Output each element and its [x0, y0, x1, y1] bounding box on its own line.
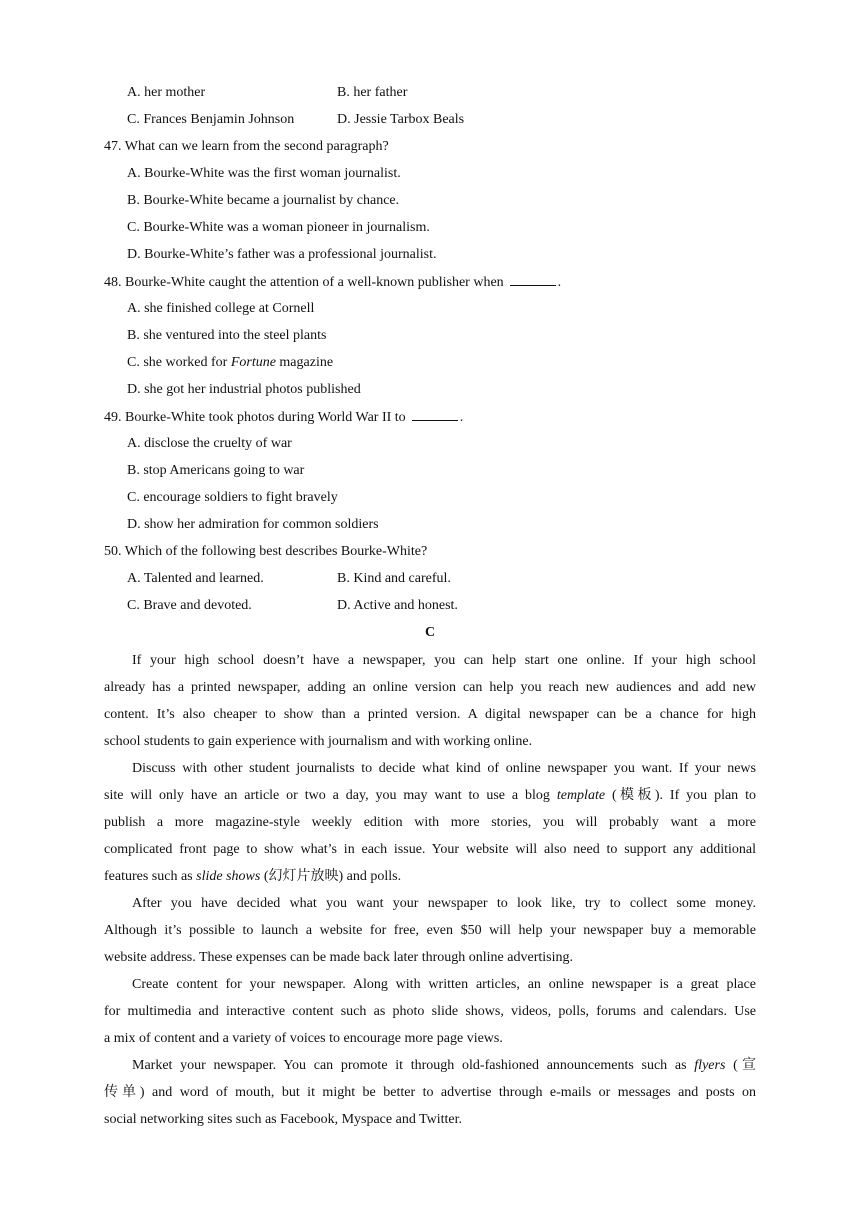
- paragraph-line: [104, 1052, 756, 1079]
- paragraph-line: a mix of content and a variety of voices to encourage more page views.: [104, 1031, 503, 1046]
- q47-option-a: A. Bourke-White was the first woman journalist.: [127, 166, 401, 181]
- option-text: her mother: [144, 85, 206, 100]
- question-text: 49. Bourke-White took photos during World War II to: [104, 410, 406, 425]
- q47-option-c: C. Bourke-White was a woman pioneer in journalism.: [127, 220, 430, 235]
- passage-paragraph-3: [104, 890, 756, 971]
- question-text: 48. Bourke-White caught the attention of a well-known publisher when: [104, 275, 504, 290]
- q48-option-c: [127, 354, 333, 372]
- text-run: (模板). If you plan to: [605, 788, 756, 803]
- q50-stem: 50. Which of the following best describes Bourke-White?: [104, 544, 428, 559]
- q47-option-d: D. Bourke-White’s father was a professional journalist.: [127, 247, 437, 262]
- section-heading: C: [424, 625, 436, 640]
- paragraph-line: website address. These expenses can be made back later through online advertising.: [104, 950, 573, 965]
- paragraph-line: already has a printed newspaper, adding an online version can help you reach new audiences and add new: [104, 680, 756, 695]
- paragraph-line: [104, 863, 756, 890]
- italic-term: flyers: [694, 1058, 726, 1073]
- q49-option-c: C. encourage soldiers to fight bravely: [127, 490, 338, 505]
- text-run: (宣: [725, 1058, 757, 1073]
- paragraph-line: complicated front page to show what’s in each issue. Your website will also need to support any additional: [104, 842, 756, 857]
- q49-stem: [104, 408, 463, 427]
- q50-option-d: D. Active and honest.: [337, 598, 458, 613]
- paragraph-line: content. It’s also cheaper to show than a printed version. A digital newspaper can be a chance for high: [104, 707, 756, 722]
- paragraph-line: Create content for your newspaper. Along with written articles, an online newspaper is a great place: [132, 977, 756, 992]
- italic-term: slide shows: [196, 869, 261, 884]
- text-run: site will only have an article or two a day, you may want to use a blog: [104, 788, 557, 803]
- paragraph-line: for multimedia and interactive content such as photo slide shows, videos, polls, forums and calendars. Use: [104, 1004, 756, 1019]
- passage-paragraph-5: [104, 1052, 756, 1133]
- answer-blank: [510, 273, 556, 286]
- passage-paragraph-1: [104, 647, 756, 755]
- q47-stem: 47. What can we learn from the second paragraph?: [104, 139, 389, 154]
- option-letter: A.: [127, 85, 141, 100]
- q48-option-a: A. she finished college at Cornell: [127, 301, 315, 316]
- q47-option-b: B. Bourke-White became a journalist by chance.: [127, 193, 400, 208]
- question-end: .: [557, 275, 562, 290]
- paragraph-line: school students to gain experience with journalism and with working online.: [104, 734, 533, 749]
- paragraph-line: publish a more magazine-style weekly edition with more stories, you will probably want a more: [104, 815, 756, 830]
- option-text: Jessie Tarbox Beals: [354, 112, 465, 127]
- passage-paragraph-4: [104, 971, 756, 1052]
- paragraph-line: Although it’s possible to launch a website for free, even $50 will help your newspaper buy a memorable: [104, 923, 756, 938]
- question-end: .: [459, 410, 464, 425]
- option-text: her father: [353, 85, 408, 100]
- paragraph-line: social networking sites such as Facebook, Myspace and Twitter.: [104, 1112, 463, 1127]
- q46-option-d: [337, 111, 464, 129]
- paragraph-line: 传单) and word of mouth, but it might be better to advertise through e-mails or messages and posts on: [104, 1085, 756, 1100]
- option-text: Frances Benjamin Johnson: [143, 112, 295, 127]
- q46-option-c: [127, 111, 294, 129]
- q50-option-a: A. Talented and learned.: [127, 571, 264, 586]
- q46-option-b: [337, 84, 407, 102]
- text-run: features such as: [104, 869, 197, 884]
- magazine-title: Fortune: [230, 355, 276, 370]
- option-letter: D.: [337, 112, 351, 127]
- paragraph-line: Discuss with other student journalists to decide what kind of online newspaper you want. If your news: [132, 761, 756, 776]
- option-letter: C.: [127, 112, 140, 127]
- q49-option-a: A. disclose the cruelty of war: [127, 436, 292, 451]
- q50-option-c: C. Brave and devoted.: [127, 598, 252, 613]
- text-run: Market your newspaper. You can promote it through old-fashioned announcements such as: [132, 1058, 695, 1073]
- q48-stem: [104, 273, 561, 292]
- q48-option-b: B. she ventured into the steel plants: [127, 328, 327, 343]
- q48-option-d: D. she got her industrial photos published: [127, 382, 361, 397]
- option-text: C. she worked for: [127, 355, 231, 370]
- q46-option-a: [127, 84, 205, 102]
- option-text: magazine: [275, 355, 334, 370]
- q49-option-d: D. show her admiration for common soldiers: [127, 517, 379, 532]
- italic-term: template: [556, 788, 606, 803]
- option-letter: B.: [337, 85, 350, 100]
- paragraph-line: [104, 782, 756, 809]
- passage-paragraph-2: [104, 755, 756, 890]
- q50-option-b: B. Kind and careful.: [337, 571, 451, 586]
- paragraph-line: If your high school doesn’t have a newspaper, you can help start one online. If your high school: [132, 653, 756, 668]
- text-run: (幻灯片放映) and polls.: [260, 869, 402, 884]
- paragraph-line: After you have decided what you want your newspaper to look like, try to collect some money.: [132, 896, 756, 911]
- answer-blank: [412, 408, 458, 421]
- q49-option-b: B. stop Americans going to war: [127, 463, 305, 478]
